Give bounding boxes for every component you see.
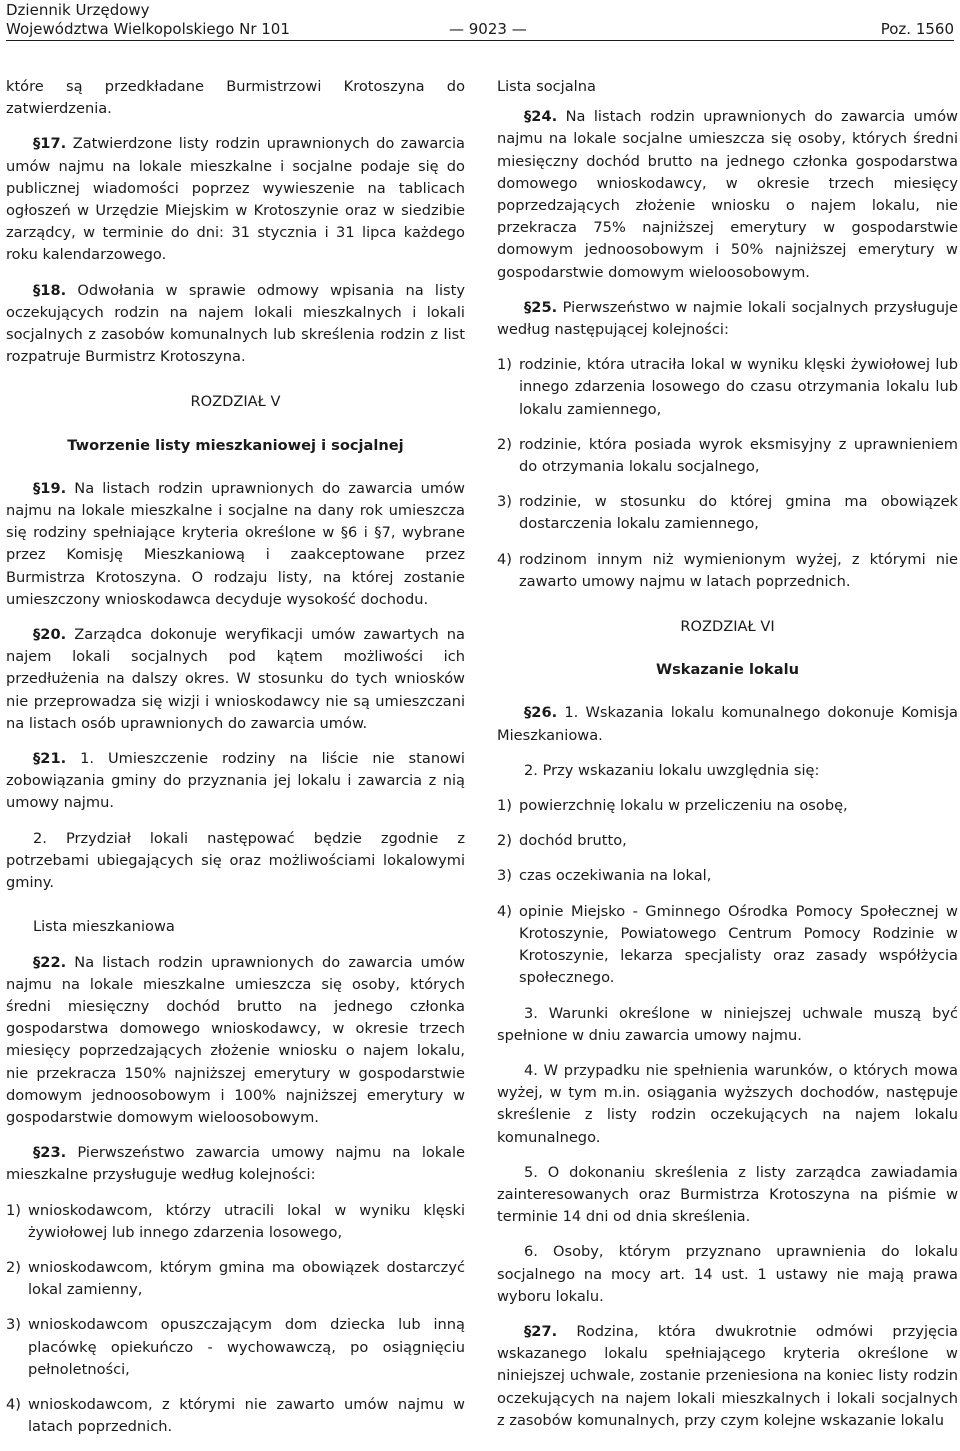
priority-list-23 — [6, 1200, 465, 1439]
section-text: Na listach rodzin uprawnionych do zawarcia umów najmu na lokale socjalne umieszcza się osoby, których średni miesięczny dochód brutto na jednego członka gospodarstwa domowego wnioskodawcy, w okresie trzech miesięcy poprzedzających złożenie wniosku o najem lokalu, nie przekracza 75% najniższej emerytury w gospodarstwie domowym jednoosobowym i 50% najniższej emerytury w gospodarstwie domowym wieloosobowym. — [497, 108, 958, 281]
journal-title-line2: Województwa Wielkopolskiego Nr 101 — [6, 20, 290, 38]
section-text: Na listach rodzin uprawnionych do zawarcia umów najmu na lokale mieszkalne umieszcza się osoby, których średni miesięczny dochód brutto na jednego członka gospodarstwa domowego wnioskodawcy, w okresie trzech miesięcy poprzedzających złożenie wniosku o najem lokalu, nie przekracza 150% najniższej emerytury w gospodarstwie domowym jednoosobowym i 100% najniższej emerytury w gospodarstwie domowym wieloosobowym. — [6, 953, 465, 1126]
list-item-number: 1) — [497, 356, 512, 374]
list-item-number: 1) — [497, 797, 512, 815]
list-item-number: 2) — [497, 832, 512, 850]
paragraph-24 — [497, 106, 958, 284]
list-item-text: wnioskodawcom, którzy utracili lokal w wyniku klęski żywiołowej lub innego zdarzenia losowego, — [28, 1201, 465, 1241]
paragraph-25 — [497, 297, 958, 341]
section-number: §23. — [33, 1144, 67, 1162]
list-item-number: 4) — [497, 902, 512, 920]
list-item — [6, 1314, 465, 1381]
journal-title-line1: Dziennik Urzędowy — [6, 1, 150, 19]
paragraph-21-1 — [6, 748, 465, 815]
list-item — [497, 549, 958, 593]
list-item-number: 2) — [497, 435, 512, 453]
chapter-number: ROZDZIAŁ V — [190, 393, 281, 411]
section-number: §17. — [33, 135, 67, 153]
list-item — [497, 491, 958, 535]
section-text: Rodzina, która dwukrotnie odmówi przyjęcia wskazanego lokalu spełniającego kryteria określone w niniejszej uchwale, zostanie przeniesiona na koniec listy rodzin oczekujących na najem lokali mieszkalnych i lokali socjalnych z zasobów komunalnych, przy czym kolejne wskazanie lokalu — [497, 1322, 958, 1429]
list-item — [497, 354, 958, 421]
section-number: §18. — [33, 281, 67, 299]
section-number: §26. — [524, 704, 558, 722]
section-text: Odwołania w sprawie odmowy wpisania na listy oczekujących rodzin na najem lokali mieszkalnych i lokali socjalnych z zasobów komunalnych lub skreślenia rodzin z list rozpatruje Burmistrz Krotoszyna. — [6, 281, 465, 366]
section-number: §27. — [524, 1322, 558, 1340]
list-item-text: rodzinom innym niż wymienionym wyżej, z którymi nie zawarto umowy najmu w latach poprzednich. — [519, 550, 958, 590]
list-item-text: opinie Miejsko - Gminnego Ośrodka Pomocy Społecznej w Krotoszynie, Powiatowego Centrum Pomocy Rodzinie w Krotoszynie, lekarza specjalisty oraz zasady współżycia społecznego. — [519, 902, 958, 987]
paragraph-20 — [6, 624, 465, 735]
paragraph-18 — [6, 280, 465, 369]
left-column — [6, 76, 465, 1451]
list-item-text: dochód brutto, — [519, 832, 627, 850]
list-item — [497, 795, 958, 817]
list-item — [6, 1394, 465, 1438]
section-number: §19. — [33, 479, 67, 497]
list-item — [497, 830, 958, 852]
list-item-number: 3) — [6, 1316, 21, 1334]
section-number: §21. — [33, 750, 67, 768]
section-text: Na listach rodzin uprawnionych do zawarcia umów najmu na lokale mieszkalne i socjalne na dany rok umieszcza się rodziny spełniające kryteria określone w §6 i §7, wybrane przez Komisję Mieszkaniową i zaakceptowane przez Burmistrza Krotoszyna. O rodzaju listy, na której zostanie umieszczony wnioskodawca decyduje wysokość dochodu. — [6, 479, 465, 608]
position-number: Poz. 1560 — [880, 20, 954, 38]
list-item-number: 1) — [6, 1201, 21, 1219]
section-text: Zatwierdzone listy rodzin uprawnionych do zawarcia umów najmu na lokale mieszkalne i socjalne podaje się do publicznej wiadomości poprzez wywieszenie na tablicach ogłoszeń w Urzędzie Miejskim w Krotoszynie oraz w siedzibie zarządcy, w terminie do dni: 31 stycznia i 31 lipca każdego roku kalendarzowego. — [6, 135, 465, 264]
list-item-text: wnioskodawcom, którym gmina ma obowiązek dostarczyć lokal zamienny, — [28, 1258, 465, 1299]
right-column — [497, 76, 958, 1445]
list-item-number: 3) — [497, 867, 512, 885]
list-item — [497, 865, 958, 887]
list-item-text: rodzinie, która utraciła lokal w wyniku klęski żywiołowej lub innego zdarzenia losowego do czasu otrzymania lokalu lub lokalu zamiennego, — [519, 356, 958, 418]
section-text: Zarządca dokonuje weryfikacji umów zawartych na najem lokali socjalnych pod kątem możliwości ich przedłużenia na dalszy okres. W stosunku do tych wniosków nie przeprowadza się wizji i wnioskodawcy nie są umieszczani na listach osób uprawnionych do zawarcia umów. — [6, 626, 465, 732]
paragraph-17 — [6, 133, 465, 266]
list-item-text: wnioskodawcom opuszczającym dom dziecka lub inną placówkę opiekuńczo - wychowawczą, po osiągnięciu pełnoletności, — [28, 1316, 465, 1378]
criteria-list-26 — [497, 795, 958, 989]
paragraph-19 — [6, 478, 465, 611]
section-text: Pierwszeństwo w najmie lokali socjalnych przysługuje według następującej kolejności: — [497, 298, 958, 339]
subheading-housing-list: Lista mieszkaniowa — [33, 918, 175, 936]
list-item-text: powierzchnię lokalu w przeliczeniu na osobę, — [519, 797, 848, 815]
list-item-number: 3) — [497, 493, 512, 511]
section-text: Pierwszeństwo zawarcia umowy najmu na lokale mieszkalne przysługuje według kolejności: — [6, 1144, 465, 1184]
journal-title — [6, 1, 290, 39]
list-item — [6, 1200, 465, 1244]
list-item — [497, 434, 958, 478]
page-header — [6, 0, 954, 41]
chapter-number: ROZDZIAŁ VI — [680, 618, 775, 636]
list-item-text: rodzinie, która posiada wyrok eksmisyjny z uprawnieniem do otrzymania lokalu socjalnego, — [519, 435, 958, 476]
list-item-text: czas oczekiwania na lokal, — [519, 867, 712, 885]
list-item-text: wnioskodawcom, z którymi nie zawarto umów najmu w latach poprzednich. — [28, 1395, 465, 1436]
list-item-number: 4) — [497, 550, 512, 568]
list-item-number: 2) — [6, 1258, 21, 1276]
section-number: §24. — [524, 108, 558, 126]
priority-list-25 — [497, 354, 958, 593]
paragraph-26-3: 3. Warunki określone w niniejszej uchwale muszą być spełnione w dniu zawarcia umowy najmu. — [497, 1004, 958, 1044]
paragraph-22 — [6, 952, 465, 1130]
paragraph-27 — [497, 1321, 958, 1432]
list-item — [6, 1257, 465, 1301]
chapter-title: Tworzenie listy mieszkaniowej i socjalnej — [67, 436, 404, 454]
list-item-text: rodzinie, w stosunku do której gmina ma obowiązek dostarczenia lokalu zamiennego, — [519, 493, 958, 533]
paragraph-23 — [6, 1142, 465, 1186]
paragraph-21-2: 2. Przydział lokali następować będzie zgodnie z potrzebami ubiegających się oraz możliwościami lokalowymi gminy. — [6, 829, 465, 892]
page-number: — 9023 — — [449, 20, 527, 38]
list-item — [497, 901, 958, 990]
section-number: §25. — [524, 298, 558, 316]
paragraph-26-4: 4. W przypadku nie spełnienia warunków, o których mowa wyżej, w tym m.in. osiągania wyższych dochodów, następuje skreślenie z listy rodzin oczekujących na najem lokalu komunalnego. — [497, 1061, 958, 1146]
paragraph-26-1 — [497, 702, 958, 746]
paragraph-26-6: 6. Osoby, którym przyznano uprawnienia do lokalu socjalnego na mocy art. 14 ust. 1 ustawy nie mają prawa wyboru lokalu. — [497, 1243, 958, 1305]
paragraph-26-2: 2. Przy wskazaniu lokalu uwzględnia się: — [524, 761, 820, 779]
paragraph-26-5: 5. O dokonaniu skreślenia z listy zarządca zawiadamia zainteresowanych oraz Burmistrza Krotoszyna na piśmie w terminie 14 dni od dnia skreślenia. — [497, 1163, 958, 1226]
section-text: 1. Wskazania lokalu komunalnego dokonuje Komisja Mieszkaniowa. — [497, 704, 958, 744]
list-item-number: 4) — [6, 1395, 21, 1413]
intro-paragraph: które są przedkładane Burmistrzowi Krotoszyna do zatwierdzenia. — [6, 78, 465, 118]
section-number: §20. — [33, 626, 67, 644]
chapter-title: Wskazanie lokalu — [655, 661, 800, 679]
section-text: 1. Umieszczenie rodziny na liście nie stanowi zobowiązania gminy do przyznania jej lokalu i zawarcia z nią umowy najmu. — [6, 750, 465, 812]
section-number: §22. — [33, 953, 67, 971]
subheading-social-list: Lista socjalna — [497, 78, 596, 95]
